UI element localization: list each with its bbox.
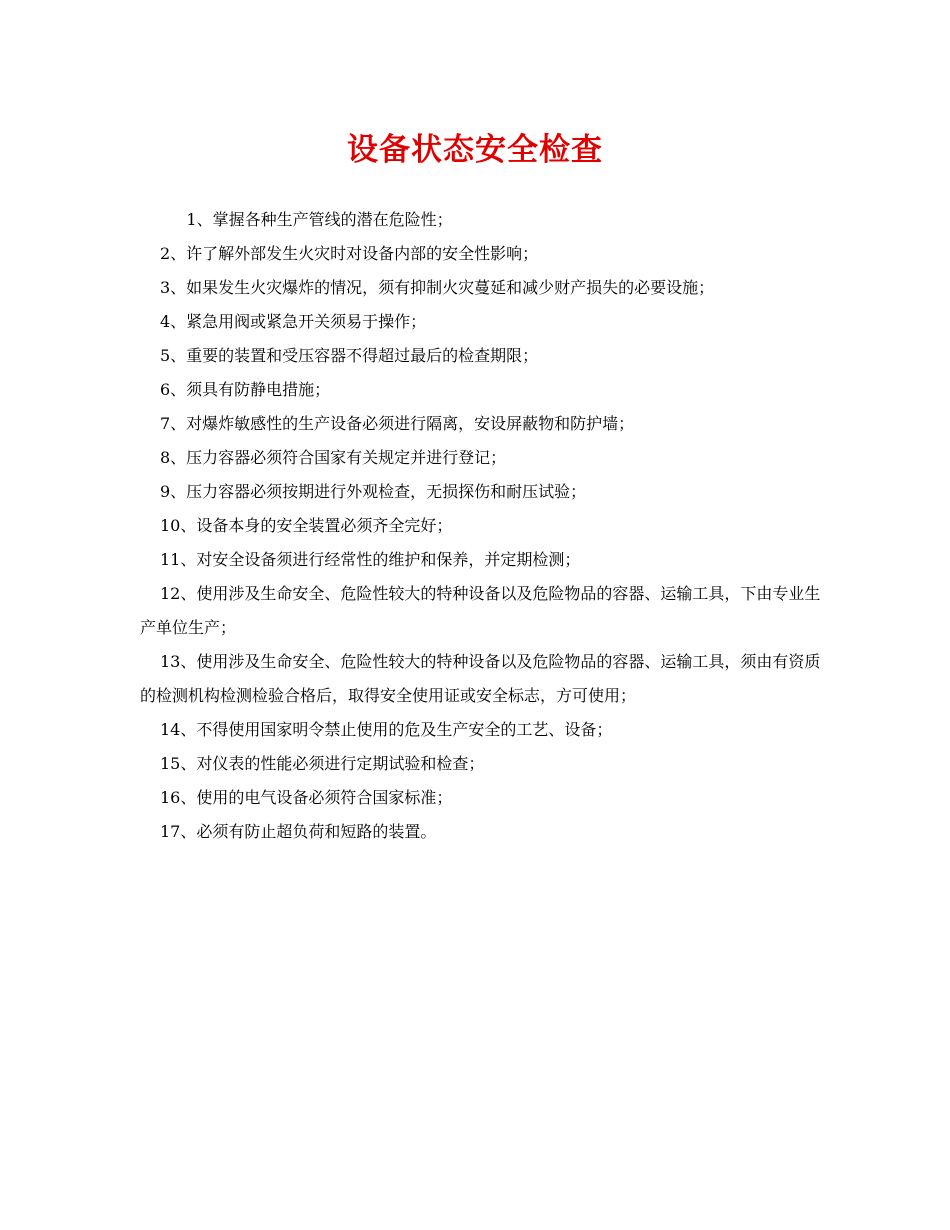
list-item: 15、对仪表的性能必须进行定期试验和检查；: [160, 754, 485, 773]
list-item: 13、使用涉及生命安全、危险性较大的特种设备以及危险物品的容器、运输工具，须由有资质的检测机构检测检验合格后，取得安全使用证或安全标志，方可使用；: [140, 652, 821, 705]
list-item: 1、掌握各种生产管线的潜在危险性；: [186, 210, 453, 229]
list-item: 14、不得使用国家明令禁止使用的危及生产安全的工艺、设备；: [160, 720, 613, 739]
list-item: 10、设备本身的安全装置必须齐全完好；: [160, 516, 453, 535]
list-item: 8、压力容器必须符合国家有关规定并进行登记；: [160, 448, 507, 467]
list-item: 17、必须有防止超负荷和短路的装置。: [160, 822, 437, 841]
list-item: 2、许了解外部发生火灾时对设备内部的安全性影响；: [160, 244, 539, 263]
list-item: 6、须具有防静电措施；: [160, 380, 331, 399]
page-title: 设备状态安全检查: [347, 132, 603, 168]
list-item: 7、对爆炸敏感性的生产设备必须进行隔离，安设屏蔽物和防护墙；: [160, 414, 635, 433]
list-item: 3、如果发生火灾爆炸的情况，须有抑制火灾蔓延和减少财产损失的必要设施；: [160, 278, 715, 297]
list-item: 11、对安全设备须进行经常性的维护和保养，并定期检测；: [160, 550, 581, 569]
list-item: 12、使用涉及生命安全、危险性较大的特种设备以及危险物品的容器、运输工具，下由专业生产单位生产；: [140, 584, 821, 637]
list-item: 4、紧急用阀或紧急开关须易于操作；: [160, 312, 427, 331]
list-item: 16、使用的电气设备必须符合国家标准；: [160, 788, 453, 807]
list-item: 9、压力容器必须按期进行外观检查，无损探伤和耐压试验；: [160, 482, 587, 501]
checklist: [140, 203, 830, 849]
list-item: 5、重要的装置和受压容器不得超过最后的检查期限；: [160, 346, 539, 365]
